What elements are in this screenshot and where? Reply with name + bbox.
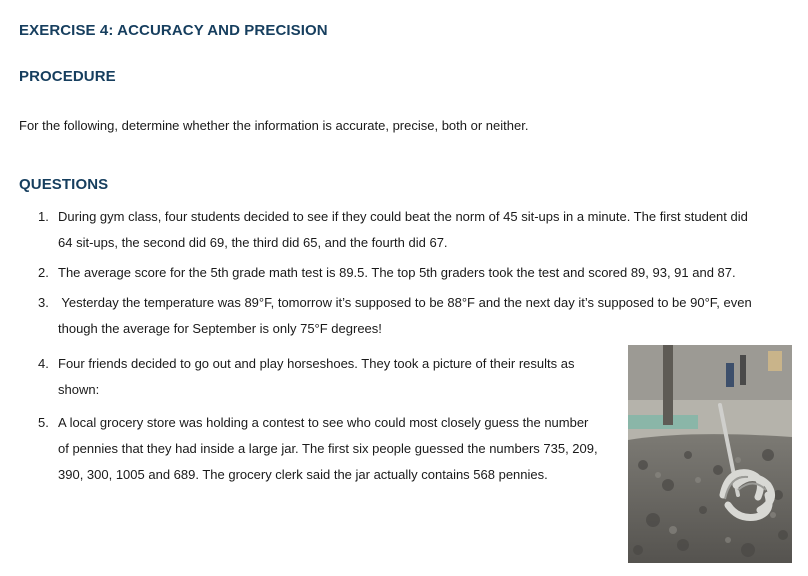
question-number: 3.: [38, 295, 49, 310]
photo-person: [726, 363, 734, 387]
question-line: shown:: [58, 382, 100, 397]
question-line: During gym class, four students decided to see if they could beat the norm of 45 sit-ups in a minute. The first student did: [58, 209, 748, 224]
question-text: [58, 351, 574, 403]
question-number: 4.: [38, 356, 49, 371]
question-line: Four friends decided to go out and play horseshoes. They took a picture of their results as: [58, 356, 575, 371]
photo-post: [663, 345, 673, 425]
question-text: [58, 410, 598, 488]
procedure-instructions: For the following, determine whether the information is accurate, precise, both or neither.: [19, 118, 529, 133]
questions-heading: QUESTIONS: [19, 176, 109, 193]
question-line: A local grocery store was holding a contest to see who could most closely guess the number: [58, 415, 589, 430]
question-text: [58, 204, 748, 256]
question-number: 2.: [38, 265, 49, 280]
horseshoes-illustration: [628, 345, 792, 563]
exercise-title: EXERCISE 4: ACCURACY AND PRECISION: [19, 22, 328, 39]
question-line: 390, 300, 1005 and 689. The grocery clerk said the jar actually contains 568 pennies.: [58, 467, 548, 482]
question-number: 1.: [38, 209, 49, 224]
photo-wall: [628, 345, 792, 405]
horseshoes-photo: [628, 345, 792, 563]
question-text: [58, 290, 752, 342]
question-number: 5.: [38, 415, 49, 430]
question-line: The average score for the 5th grade math test is 89.5. The top 5th graders took the test and scored 89, 93, 91 and 87.: [58, 265, 736, 280]
question-line: Yesterday the temperature was 89°F, tomorrow it’s supposed to be 88°F and the next day it’s supposed to be 90°F, even: [58, 295, 752, 310]
question-line: of pennies that they had inside a large jar. The first six people guessed the numbers 735, 209,: [58, 441, 598, 456]
question-line: though the average for September is only 75°F degrees!: [58, 321, 382, 336]
question-line: 64 sit-ups, the second did 69, the third did 65, and the fourth did 67.: [58, 235, 448, 250]
photo-person: [740, 355, 746, 385]
photo-sign: [768, 351, 782, 371]
procedure-heading: PROCEDURE: [19, 68, 116, 85]
question-text: [58, 260, 736, 286]
